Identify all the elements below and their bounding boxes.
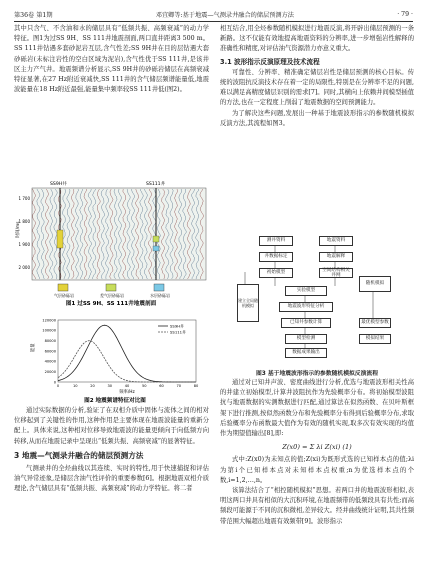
- box-random-simulation: 随机模拟: [359, 276, 391, 292]
- running-title: 邓宜卿等:基于地震—气测录井融合的储层预测方法: [155, 11, 294, 19]
- box-seismic-interp: 地震解释: [319, 252, 353, 262]
- box-experiment-model: 实验模型: [285, 286, 327, 296]
- legend-ss9h: SS9H井: [170, 323, 184, 329]
- legend-ss111: SS111井: [170, 329, 186, 335]
- box-seismic-data: 地震资料: [319, 236, 353, 246]
- figure-2-caption: 图2 地震频谱特征对比图: [84, 398, 146, 404]
- well-label-ss9h: SS9H井: [50, 182, 67, 187]
- figure-1-caption: 图1 过SS 9H、SS 111井地震剖面: [65, 301, 157, 306]
- box-initial-model: 初始模型: [259, 268, 293, 278]
- y-tick-label: 40000: [44, 359, 56, 364]
- x-tick-label: 30: [107, 384, 113, 388]
- tick-label: 1 900: [18, 242, 30, 247]
- spectrum-chart: [30, 318, 200, 404]
- legend-poor-gas: 差气层砂砾岩: [100, 293, 124, 298]
- x-tick-label: 70: [176, 384, 182, 388]
- y-tick-label: 100000: [42, 328, 56, 333]
- seismic-section: [14, 178, 209, 306]
- x-tick-label: 60: [159, 384, 164, 388]
- left-paragraph-3: 气测录井的全烃曲线以其连续、实时的特性,用于快速捕捉和评估油气异常迹象,是储层含油气性评价的重要参数[6]。根据地震双相介质理论,含气储层具有“低频共振、高频衰减”的动力学特征。将二者: [14, 465, 209, 493]
- left-paragraph-2: 通过实际数据的分析,验证了在双相介质中固体与流体之间的相对位移起到了关键性的作用,这种作用是主要体现在地震波能量的重新分配上。具体来说,这种相对位移导致地震波的能量更倾向于向低频方向转移,从而在地震记录中呈现出“低频共振、高频衰减”的显著特征。: [14, 407, 209, 445]
- box-global-simulation: 建立全局随机模拟: [237, 284, 259, 322]
- box-spatial-network: 空间结构相关井网: [319, 268, 353, 278]
- box-well-calibration: 井数据标定: [259, 252, 293, 262]
- x-tick-label: 50: [141, 384, 147, 388]
- y-tick-label: 60000: [44, 349, 56, 354]
- well-label-ss111: SS111井: [146, 182, 166, 187]
- right-paragraph-5: 式中:Z(x0)为未知点的值;Z(xi)为既形式选的已知样本点的值;λi为第i个已知样本点对未知样本点权重;n为优选样本点的个数,i=1,2,…,n。: [220, 456, 414, 484]
- equation-1: Z(x0) = Σ λi Z(xi) (1): [282, 443, 352, 452]
- tick-label: 2 000: [18, 265, 30, 270]
- left-column-top: [14, 24, 209, 95]
- journal-volume: 第36卷 第1期: [14, 11, 53, 19]
- figure-2: [30, 318, 200, 404]
- right-paragraph-1: 相互结合,用全烃参数随机模拟进行地震反演,将开辟出储层预测的一条新路。这不仅能有效地提高地震资料的分辨率,进一步增强岩性解释的准确性和精度,对评估油气资源潜力亦意义重大。: [220, 25, 414, 53]
- y-tick-label: 0: [53, 380, 56, 385]
- box-optimal-params: 最优模型参数: [359, 318, 391, 328]
- y-axis-label: 时间/ms: [16, 221, 21, 238]
- section-3-1-heading: 3.1 波形指示反演原理及技术流程: [220, 57, 320, 66]
- y-tick-label: 120000: [42, 318, 56, 323]
- figure-1-legend: [54, 284, 170, 298]
- header-rule: [14, 21, 413, 22]
- box-known-well-params: 已知井参数计算: [281, 318, 331, 328]
- box-waveform-analysis: 地震波形特征分析: [279, 302, 333, 312]
- right-column-top: [220, 24, 414, 129]
- gas-sand-ss9h: [57, 230, 63, 248]
- y-axis-label: 能量: [31, 343, 36, 352]
- box-well-data: 测井资料: [259, 236, 293, 246]
- right-paragraph-6: 该算法结合了“相控随机模拟”思想。若两口井的地震波形相似,表明这两口井具有相似的大沉积环境,在地震频带的低频段具有共性;而高频段可能源于不同的沉积微相,差异较大。经并曲线统计证明,其共性频带范围大幅超出地震有效频带[9]。波形指示: [220, 487, 414, 525]
- right-paragraph-3: 为了解决这些问题,发展出一种基于地震波形指示的参数随机模拟反演方法,其流程如图3。: [220, 109, 414, 127]
- legend-water: 水层砂砾岩: [150, 293, 170, 298]
- legend-swatch-poor-gas: [106, 284, 116, 291]
- x-tick-label: 10: [72, 384, 78, 388]
- tick-label: 1 800: [18, 219, 30, 224]
- right-paragraph-2: 可靠性、分辨率、精准确定储层岩性是储层预测的核心目标。传统的波阻抗反演技术存在着一定的局限性,特别是在分辨率不足的问题,难以满足高精度储层识别的需求[7]。同时,其横向上依赖井间模型插值的方法,也在一定程度上削弱了地震数据的空间预测能力。: [220, 68, 414, 107]
- box-output: 数据成果输出: [285, 348, 327, 358]
- x-tick-label: 0: [56, 384, 60, 388]
- box-sim-result: 模拟结果: [359, 334, 391, 344]
- figure-1: [14, 178, 209, 306]
- left-paragraph-1: 其中只含气、不含油和水的储层具有“低频共振、高频衰减”的动力学特征。图1为过SS 9H、SS 111井地震剖面,两口直井距离3 500 m。SS 111井钻遇多套砂泥岩互层,含气性差;SS 9H井在目的层钻遇大套砂砾岩(未标注岩性的空白区域为泥岩),含气性优于SS 111井,是该井区主力产气井。地震频谱分析显示,SS 9H井的砂砾岩储层在高频衰减特征显著,在27 Hz附近衰减快,SS 111井的含气储层频谱能量低,地震波能量在18 Hz附近最强,能量集中频率较SS 111井低(图2)。: [14, 25, 209, 94]
- y-tick-label: 80000: [44, 338, 56, 343]
- x-axis-label: 频率/Hz: [119, 390, 135, 395]
- legend-swatch-gas: [58, 284, 68, 291]
- x-tick-label: 20: [90, 384, 95, 388]
- box-model-check: 模型检测: [285, 334, 327, 344]
- x-tick-label: 40: [124, 384, 130, 388]
- x-tick-label: 80: [193, 384, 199, 388]
- figure-3-caption: 图3 基于地震波形指示的参数随机模拟反演流程: [256, 371, 378, 377]
- right-column-bottom: [220, 378, 414, 527]
- page-number: · 79 ·: [397, 10, 413, 18]
- tick-label: 1 700: [18, 196, 30, 201]
- y-tick-label: 20000: [44, 369, 56, 374]
- right-paragraph-4: 通过对已知井声波、密度曲线进行分析,优选与地震波形相关性高的井建立初始模型,计算井波阻抗作为先验概率分布。将初始模型波阻抗与地震数据的实测数据进行匹配,通过算法在似然函数、在贝叶斯框架下进行推测,按似然函数分布和先验概率分布得到后验概率分布,求取后验概率分布函数最大值作为有效的随机实现,取多次有效实现的均值作为期望值输出[8],即:: [220, 379, 414, 438]
- left-column-bottom: [14, 406, 209, 495]
- figure-3: [235, 232, 405, 364]
- legend-swatch-water: [154, 284, 164, 291]
- poor-gas-ss111: [153, 236, 159, 242]
- section-3-heading: 3 地震—气测录井融合的储层预测方法: [14, 450, 144, 460]
- page-header: [14, 8, 413, 20]
- water-ss111: [153, 246, 159, 251]
- legend-gas: 气层砂砾岩: [54, 293, 74, 298]
